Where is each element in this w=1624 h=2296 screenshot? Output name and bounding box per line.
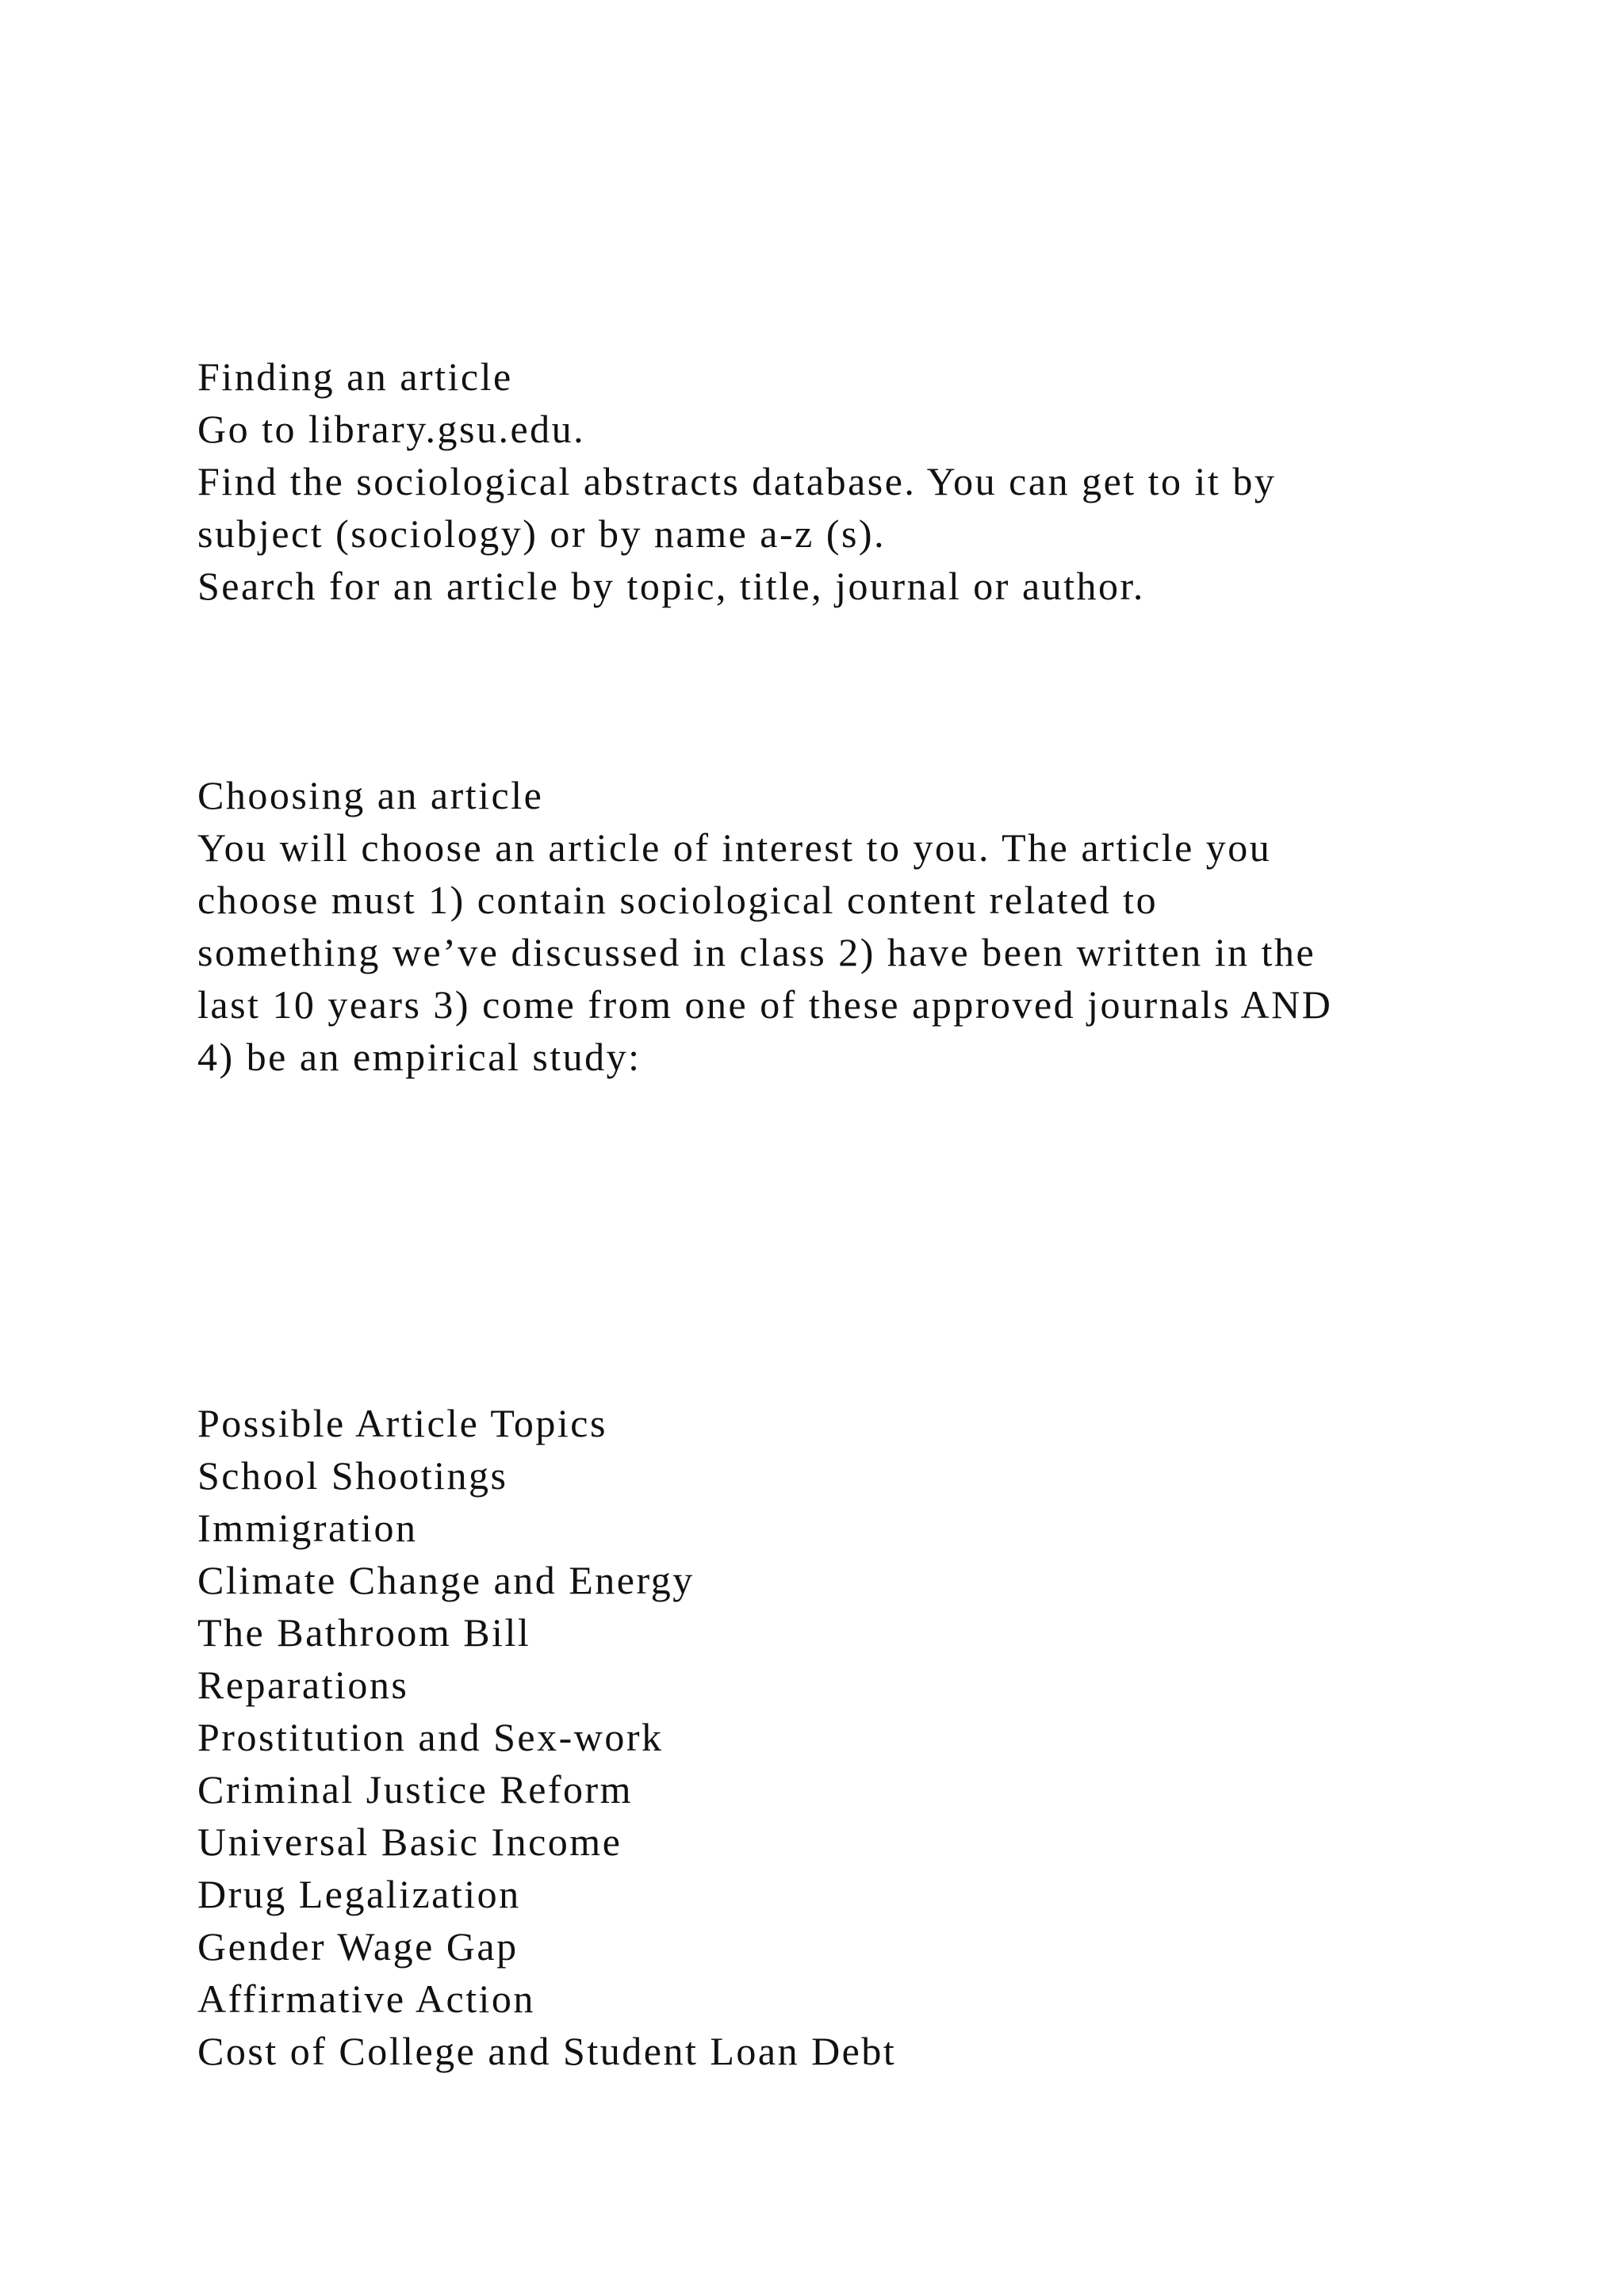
topic-item: Climate Change and Energy	[197, 1558, 695, 1602]
topics-section	[197, 1397, 1506, 2077]
finding-section	[197, 350, 1506, 612]
finding-line: Find the sociological abstracts database. You can get to it by	[197, 459, 1277, 503]
choosing-line: last 10 years 3) come from one of these approved journals AND	[197, 982, 1333, 1027]
choosing-line: choose must 1) contain sociological content related to	[197, 878, 1159, 922]
topic-item: Cost of College and Student Loan Debt	[197, 2029, 897, 2073]
topic-item: Reparations	[197, 1663, 409, 1707]
finding-line: subject (sociology) or by name a-z (s).	[197, 511, 887, 556]
topic-item: Gender Wage Gap	[197, 1924, 519, 1969]
topic-item: Immigration	[197, 1506, 418, 1550]
topic-item: Criminal Justice Reform	[197, 1767, 634, 1812]
topic-item: Drug Legalization	[197, 1872, 521, 1916]
choosing-heading: Choosing an article	[197, 773, 544, 817]
choosing-line: 4) be an empirical study:	[197, 1035, 642, 1079]
choosing-section	[197, 769, 1506, 1083]
topic-item: Universal Basic Income	[197, 1820, 622, 1864]
topics-heading: Possible Article Topics	[197, 1401, 607, 1445]
topic-item: Affirmative Action	[197, 1976, 535, 2021]
topic-item: School Shootings	[197, 1453, 508, 1498]
topic-item: The Bathroom Bill	[197, 1610, 531, 1655]
finding-line: Search for an article by topic, title, journal or author.	[197, 564, 1145, 608]
choosing-line: something we’ve discussed in class 2) have been written in the	[197, 930, 1316, 974]
document-body	[197, 350, 1506, 2077]
finding-line: Go to library.gsu.edu.	[197, 407, 586, 451]
topic-item: Prostitution and Sex-work	[197, 1715, 664, 1759]
choosing-line: You will choose an article of interest to you. The article you	[197, 825, 1272, 870]
finding-heading: Finding an article	[197, 354, 513, 399]
